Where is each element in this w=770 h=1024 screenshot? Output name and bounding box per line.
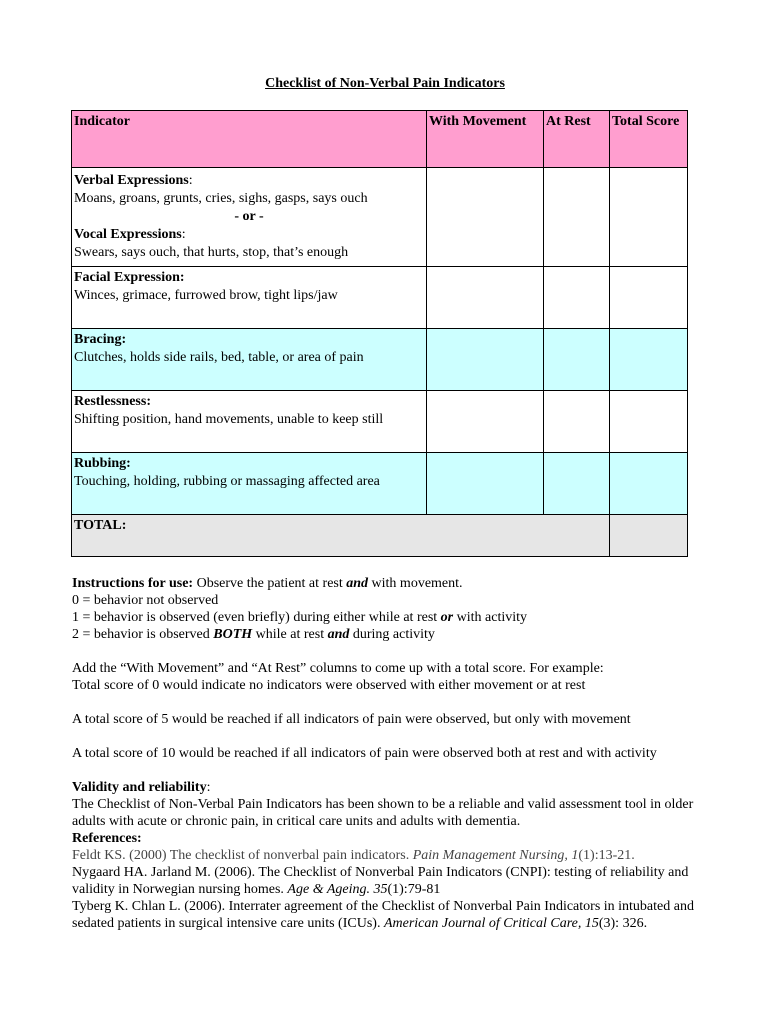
score-cell-with-movement[interactable] xyxy=(427,168,544,267)
scale-line-1 xyxy=(72,609,702,626)
header-indicator: Indicator xyxy=(72,111,427,168)
reference-text: Tyberg K. Chlan L. (2006). Interrater agreement of the Checklist of Nonverbal Pain Indicators in intubated and sedated patients in surgical intensive care units (ICUs). xyxy=(72,899,694,931)
emphasis-and: and xyxy=(327,627,350,642)
scoring-paragraph: Total score of 0 would indicate no indicators were observed with either movement or at rest xyxy=(72,678,586,693)
reference-item xyxy=(72,847,702,864)
instructions-text: with movement. xyxy=(368,576,463,591)
indicator-description: Winces, grimace, furrowed brow, tight lips/jaw xyxy=(74,288,338,303)
table-row-bracing xyxy=(72,329,688,391)
scale-text: while at rest xyxy=(252,627,328,642)
score-cell-total[interactable] xyxy=(610,267,688,329)
score-cell-with-movement[interactable] xyxy=(427,329,544,391)
indicator-heading: Facial Expression: xyxy=(74,270,185,285)
notes-section xyxy=(72,575,702,932)
table-row-verbal xyxy=(72,168,688,267)
indicator-heading: Vocal Expressions xyxy=(74,227,182,242)
score-cell-at-rest[interactable] xyxy=(544,329,610,391)
scoring-paragraph: A total score of 5 would be reached if all indicators of pain were observed, but only with movement xyxy=(72,712,631,727)
reference-text: (3): 326. xyxy=(598,916,648,931)
score-cell-with-movement[interactable] xyxy=(427,453,544,515)
validity-heading xyxy=(72,779,702,796)
reference-item xyxy=(72,864,702,898)
validity-colon: : xyxy=(206,780,211,795)
scale-text: 2 = behavior is observed xyxy=(72,627,214,642)
table-row-restlessness xyxy=(72,391,688,453)
reference-text: (1):13-21. xyxy=(578,848,635,863)
table-total-row xyxy=(72,515,688,557)
indicator-cell xyxy=(72,453,427,515)
indicator-cell xyxy=(72,391,427,453)
reference-journal: American Journal of Critical Care, 15 xyxy=(383,916,599,931)
total-score-cell[interactable] xyxy=(610,515,688,557)
scale-text: with activity xyxy=(453,610,528,625)
indicator-heading: Bracing: xyxy=(74,332,127,347)
score-cell-at-rest[interactable] xyxy=(544,168,610,267)
reference-journal: Pain Management Nursing, 1 xyxy=(412,848,579,863)
indicator-heading: Restlessness: xyxy=(74,394,151,409)
scale-line-2 xyxy=(72,626,702,643)
indicator-description: Touching, holding, rubbing or massaging affected area xyxy=(74,474,380,489)
indicator-description: Shifting position, hand movements, unable to keep still xyxy=(74,412,384,427)
validity-text: The Checklist of Non-Verbal Pain Indicators has been shown to be a reliable and valid assessment tool in older adults with acute or chronic pain, in critical care units and adults with dementia. xyxy=(72,797,694,829)
indicator-heading: Verbal Expressions xyxy=(74,173,189,188)
emphasis-or: or xyxy=(440,610,454,625)
score-cell-at-rest[interactable] xyxy=(544,267,610,329)
header-at-rest: At Rest xyxy=(544,111,610,168)
references-heading: References: xyxy=(72,831,142,846)
instructions-label: Instructions for use: xyxy=(72,576,194,591)
indicator-description: Clutches, holds side rails, bed, table, or area of pain xyxy=(74,350,364,365)
total-label: TOTAL: xyxy=(72,515,610,557)
emphasis-and: and xyxy=(346,576,369,591)
pain-indicator-table xyxy=(71,110,688,557)
score-cell-total[interactable] xyxy=(610,329,688,391)
scoring-paragraph: Add the “With Movement” and “At Rest” columns to come up with a total score. For example: xyxy=(72,661,604,676)
indicator-description: Moans, groans, grunts, cries, sighs, gasps, says ouch xyxy=(74,191,368,206)
validity-label: Validity and reliability xyxy=(72,780,207,795)
scale-text: 1 = behavior is observed (even briefly) during either while at rest xyxy=(72,610,441,625)
indicator-cell xyxy=(72,267,427,329)
score-cell-with-movement[interactable] xyxy=(427,391,544,453)
scoring-paragraph: A total score of 10 would be reached if all indicators of pain were observed both at rest and with activity xyxy=(72,746,657,761)
table-header-row xyxy=(72,111,688,168)
indicator-cell xyxy=(72,329,427,391)
score-cell-total[interactable] xyxy=(610,391,688,453)
indicator-heading: Rubbing: xyxy=(74,456,131,471)
indicator-cell xyxy=(72,168,427,267)
reference-text: Nygaard HA. Jarland M. (2006). The Checklist of Nonverbal Pain Indicators (CNPI): testing of reliability and validity in Norwegian nursing homes. xyxy=(72,865,689,897)
reference-text: Feldt KS. (2000) The checklist of nonverbal pain indicators. xyxy=(72,848,413,863)
indicator-colon: : xyxy=(188,173,193,188)
score-cell-with-movement[interactable] xyxy=(427,267,544,329)
or-separator: - or - xyxy=(234,209,264,224)
indicator-colon: : xyxy=(181,227,186,242)
instructions-intro xyxy=(72,575,702,592)
header-total-score: Total Score xyxy=(610,111,688,168)
table-row-facial xyxy=(72,267,688,329)
score-cell-total[interactable] xyxy=(610,168,688,267)
reference-text: (1):79-81 xyxy=(387,882,441,897)
scale-text: during activity xyxy=(349,627,435,642)
score-cell-at-rest[interactable] xyxy=(544,391,610,453)
indicator-description: Swears, says ouch, that hurts, stop, that’s enough xyxy=(74,245,349,260)
score-cell-total[interactable] xyxy=(610,453,688,515)
scale-line-0: 0 = behavior not observed xyxy=(72,593,219,608)
score-cell-at-rest[interactable] xyxy=(544,453,610,515)
reference-journal: Age & Ageing. 35 xyxy=(287,882,388,897)
reference-item xyxy=(72,898,702,932)
header-with-movement: With Movement xyxy=(427,111,544,168)
emphasis-both: BOTH xyxy=(213,627,253,642)
table-row-rubbing xyxy=(72,453,688,515)
instructions-text: Observe the patient at rest xyxy=(193,576,347,591)
document-title: Checklist of Non-Verbal Pain Indicators xyxy=(265,76,505,91)
